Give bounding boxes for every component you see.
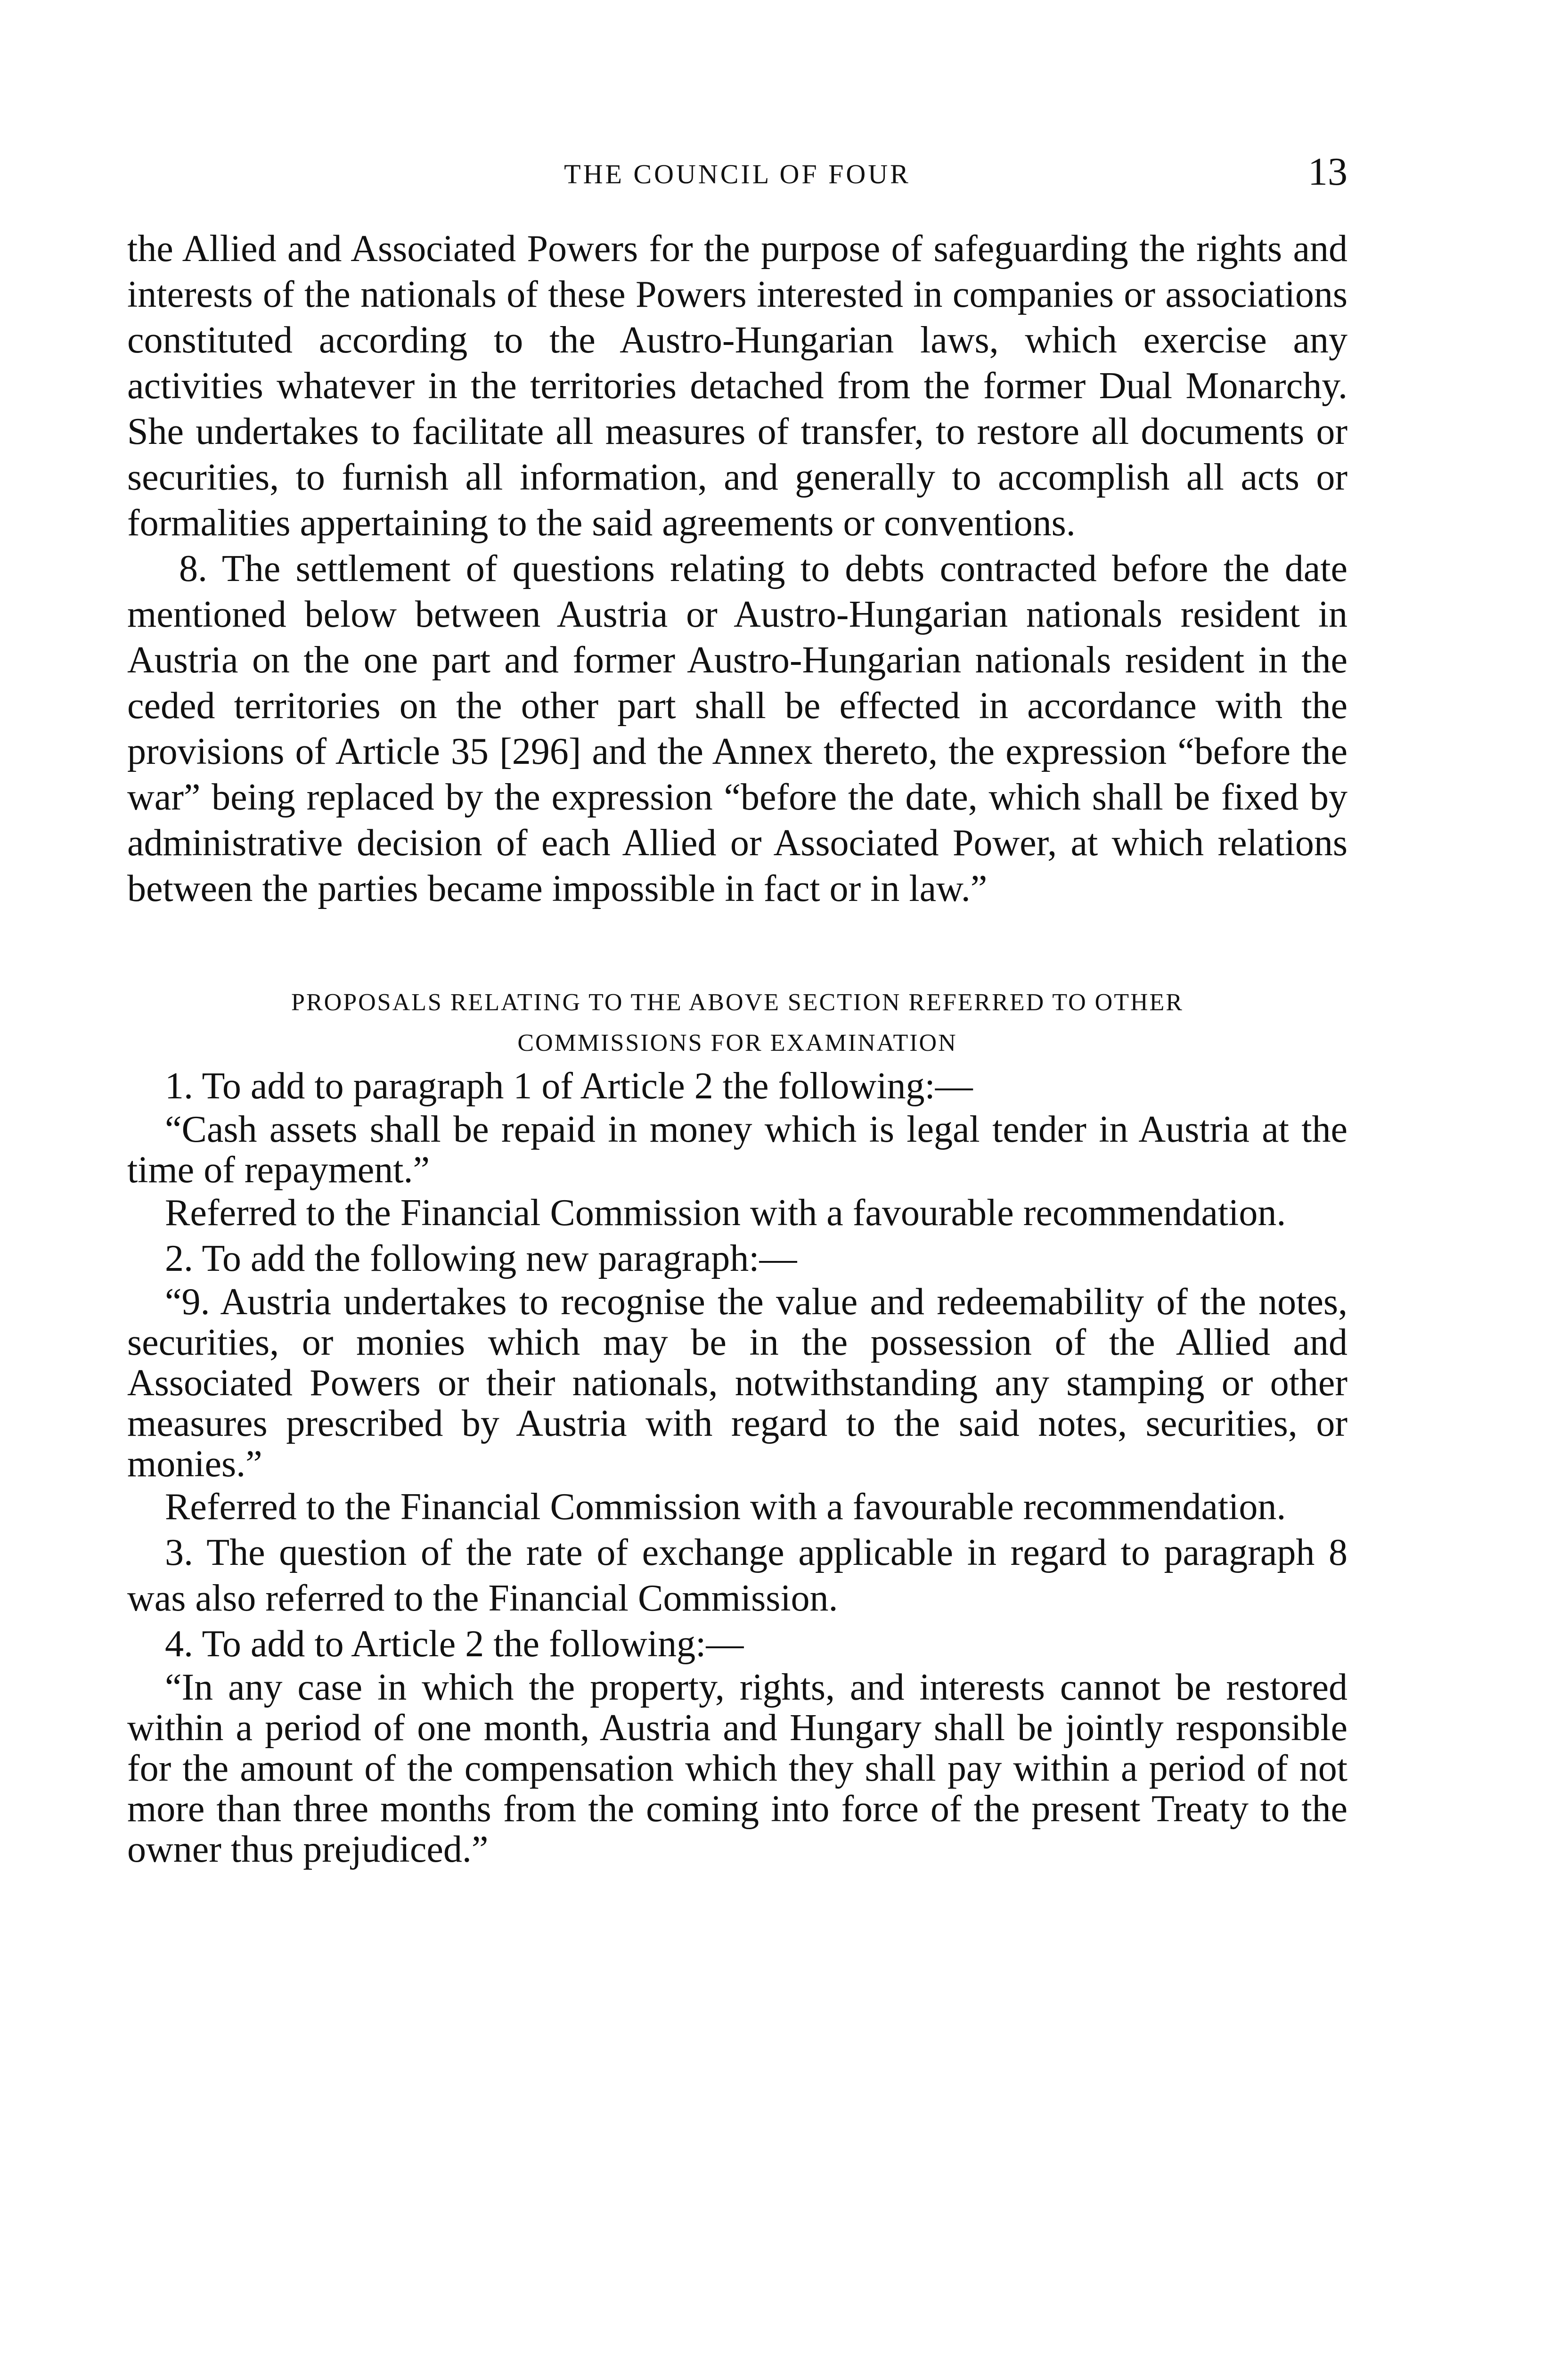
proposal-1: 1. To add to paragraph 1 of Article 2 the following:—	[165, 1065, 973, 1107]
section-heading	[127, 982, 1348, 1063]
proposal-4: 4. To add to Article 2 the following:—	[165, 1623, 744, 1665]
section-heading-line-2: COMMISSIONS FOR EXAMINATION	[517, 1030, 957, 1056]
proposal-2-quote: “9. Austria undertakes to recognise the value and redeemability of the notes, securities, or monies which may be in the possession of the Allied and Associated Powers or their nationals, notwithstanding any stamping or other measures prescribed by Austria with regard to the said notes, securities, or monies.”	[127, 1281, 1348, 1485]
proposal-1-referral: Referred to the Financial Commission with a favourable recommendation.	[165, 1192, 1286, 1234]
page-header	[127, 151, 1348, 203]
page-number: 13	[1308, 150, 1348, 194]
continued-paragraph: the Allied and Associated Powers for the purpose of safeguarding the rights and interests of the nationals of these Powers interested in companies or associations constituted according to the Austro-Hungarian laws, which exercise any activities whatever in the territories detached from the former Dual Monarchy. She undertakes to facilitate all measures of transfer, to restore all documents or securities, to furnish all information, and generally to accomplish all acts or formalities appertaining to the said agreements or conventions.	[127, 228, 1348, 544]
proposal-2: 2. To add the following new paragraph:—	[165, 1238, 797, 1279]
proposal-1-quote: “Cash assets shall be repaid in money which is legal tender in Austria at the time of repayment.”	[127, 1109, 1348, 1191]
proposal-2-referral: Referred to the Financial Commission with a favourable recommendation.	[165, 1486, 1286, 1528]
body-text	[127, 226, 1348, 1870]
paragraph-8: 8. The settlement of questions relating to debts contracted before the date mentioned below between Austria or Austro-Hungarian nationals resident in Austria on the one part and former Austro-Hungarian nationals resident in the ceded territories on the other part shall be effected in accordance with the provisions of Article 35 [296] and the Annex thereto, the expression “before the war” being replaced by the expression “before the date, which shall be fixed by administrative decision of each Allied or Associated Power, at which relations between the parties became impossible in fact or in law.”	[127, 548, 1348, 909]
section-heading-line-1: PROPOSALS RELATING TO THE ABOVE SECTION REFERRED TO OTHER	[291, 989, 1184, 1016]
running-title: THE COUNCIL OF FOUR	[564, 159, 911, 189]
proposal-3: 3. The question of the rate of exchange applicable in regard to paragraph 8 was also referred to the Financial Commission.	[127, 1532, 1348, 1619]
proposal-4-quote: “In any case in which the property, rights, and interests cannot be restored within a period of one month, Austria and Hungary shall be jointly responsible for the amount of the compensation which they shall pay within a period of not more than three months from the coming into force of the present Treaty to the owner thus prejudiced.”	[127, 1667, 1348, 1870]
